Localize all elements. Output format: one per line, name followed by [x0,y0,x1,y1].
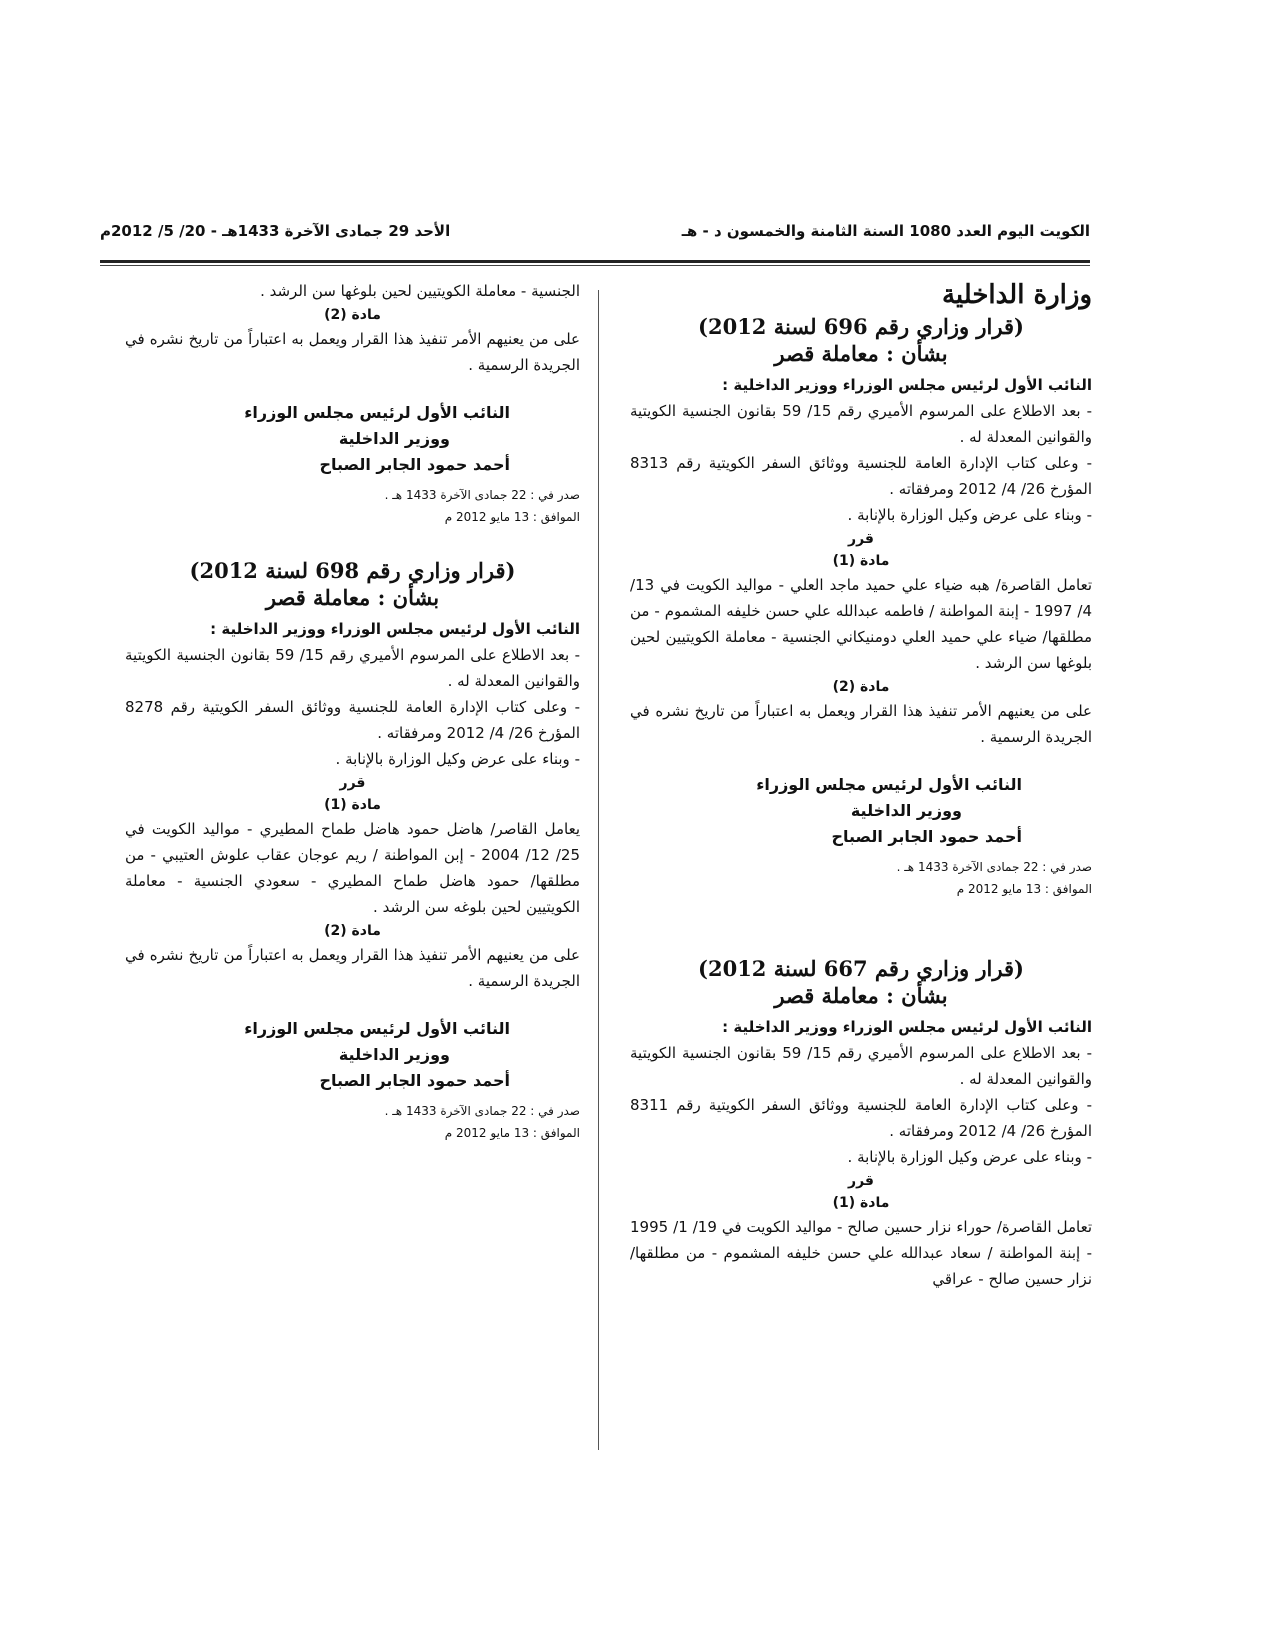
article-1-text: يعامل القاصر/ هاضل حمود هاضل طماح المطيري - مواليد الكويت في 25/ 12/ 2004 - إبن المواطنة / ريم عوجان عقاب علوش العتيبي - من مطلقها/ حمود هاضل طماح المطيري - سعودي الجنسية - معاملة الكويتيين لحين بلوغه سن الرشد . [125,820,581,916]
decree-696 [630,314,1092,900]
article-2-heading: مادة (2) [324,923,381,939]
decided-heading: قرر [848,1173,874,1189]
continued-text: الجنسية - معاملة الكويتيين لحين بلوغها سن الرشد . [260,282,580,300]
decree-667 [630,956,1092,1292]
decree-title: (قرار وزاري رقم 696 لسنة 2012) [698,314,1024,339]
signature-ministry: ووزير الداخلية [338,1045,450,1064]
page-header [100,222,1090,248]
article-1-text: تعامل القاصرة/ حوراء نزار حسين صالح - مواليد الكويت في 19/ 1/ 1995 - إبنة المواطنة / سعاد عبدالله علي حسن خليفه المشموم - من مطلقها/ نزار حسين صالح - عراقي [630,1218,1092,1288]
decided-heading: قرر [848,531,874,547]
decree-698 [125,558,580,1144]
signature-name: أحمد حمود الجابر الصباح [831,827,1022,846]
decree-preamble: النائب الأول لرئيس مجلس الوزراء ووزير الداخلية : [722,376,1092,394]
signature-block [125,1016,510,1094]
decree-667-continued [125,278,580,528]
recital-letter: - وعلى كتاب الإدارة العامة للجنسية ووثائق السفر الكويتية رقم 8313 المؤرخ 26/ 4/ 2012 ومرفقاته . [630,454,1092,498]
left-column [125,278,580,1144]
decided-heading: قرر [339,775,366,791]
signature-ministry: ووزير الداخلية [338,429,450,448]
column-divider [598,290,599,1450]
article-1-heading: مادة (1) [832,1195,890,1211]
decree-subject: بشأن : معاملة قصر [265,585,440,610]
recital-decree-law: - بعد الاطلاع على المرسوم الأميري رقم 15/ 59 بقانون الجنسية الكويتية والقوانين المعدلة له . [125,646,580,690]
decree-title: (قرار وزاري رقم 667 لسنة 2012) [698,956,1024,981]
decree-preamble: النائب الأول لرئيس مجلس الوزراء ووزير الداخلية : [722,1018,1092,1036]
signature-title: النائب الأول لرئيس مجلس الوزراء [244,1019,510,1038]
header-date: الأحد 29 جمادى الآخرة 1433هـ - 20/ 5/ 2012م [100,222,451,240]
article-2-text: على من يعنيهم الأمر تنفيذ هذا القرار ويعمل به اعتباراً من تاريخ نشره في الجريدة الرسمية . [125,946,580,990]
recital-decree-law: - بعد الاطلاع على المرسوم الأميري رقم 15/ 59 بقانون الجنسية الكويتية والقوانين المعدلة له . [630,1044,1093,1088]
issued-date: صدر في : 22 جمادى الآخرة 1433 هـ . [384,1104,580,1118]
recital-undersecretary: - وبناء على عرض وكيل الوزارة بالإنابة . [847,506,1092,524]
decree-subject: بشأن : معاملة قصر [774,983,948,1008]
recital-letter: - وعلى كتاب الإدارة العامة للجنسية ووثائق السفر الكويتية رقم 8278 المؤرخ 26/ 4/ 2012 ومرفقاته . [125,698,580,742]
decree-title: (قرار وزاري رقم 698 لسنة 2012) [189,558,516,583]
header-rule-thick [100,260,1090,263]
signature-name: أحمد حمود الجابر الصباح [319,455,510,474]
header-rule-thin [100,265,1090,266]
recital-decree-law: - بعد الاطلاع على المرسوم الأميري رقم 15/ 59 بقانون الجنسية الكويتية والقوانين المعدلة له . [630,402,1093,446]
corresponding-date: الموافق : 13 مايو 2012 م [444,1126,580,1140]
article-1-heading: مادة (1) [324,797,381,813]
decree-preamble: النائب الأول لرئيس مجلس الوزراء ووزير الداخلية : [210,620,580,638]
article-1-text: تعامل القاصرة/ هبه ضياء علي حميد ماجد العلي - مواليد الكويت في 13/ 4/ 1997 - إبنة المواطنة / فاطمه عبدالله علي حسن خليفه المشموم - من مطلقها/ ضياء علي حميد العلي دومنيكاني الجنسية - معاملة الكويتيين لحين بلوغها سن الرشد . [630,576,1092,672]
signature-title: النائب الأول لرئيس مجلس الوزراء [244,403,510,422]
issued-date: صدر في : 22 جمادى الآخرة 1433 هـ . [384,488,580,502]
corresponding-date: الموافق : 13 مايو 2012 م [956,882,1092,896]
recital-letter: - وعلى كتاب الإدارة العامة للجنسية ووثائق السفر الكويتية رقم 8311 المؤرخ 26/ 4/ 2012 ومرفقاته . [630,1096,1092,1140]
signature-name: أحمد حمود الجابر الصباح [319,1071,510,1090]
signature-block [630,772,1022,850]
right-column [630,278,1092,1292]
article-2-text: على من يعنيهم الأمر تنفيذ هذا القرار ويعمل به اعتباراً من تاريخ نشره في الجريدة الرسمية . [630,702,1092,746]
article-2-text: على من يعنيهم الأمر تنفيذ هذا القرار ويعمل به اعتباراً من تاريخ نشره في الجريدة الرسمية . [125,330,580,374]
signature-title: النائب الأول لرئيس مجلس الوزراء [756,775,1022,794]
article-2-heading: مادة (2) [832,679,890,695]
issued-date: صدر في : 22 جمادى الآخرة 1433 هـ . [896,860,1092,874]
corresponding-date: الموافق : 13 مايو 2012 م [444,510,580,524]
article-2-heading: مادة (2) [324,307,381,323]
ministry-heading: وزارة الداخلية [941,280,1092,310]
decree-subject: بشأن : معاملة قصر [774,341,948,366]
signature-ministry: ووزير الداخلية [850,801,962,820]
header-issue-info: الكويت اليوم العدد 1080 السنة الثامنة والخمسون د - هـ [681,222,1090,240]
recital-undersecretary: - وبناء على عرض وكيل الوزارة بالإنابة . [847,1148,1092,1166]
article-1-heading: مادة (1) [832,553,890,569]
recital-undersecretary: - وبناء على عرض وكيل الوزارة بالإنابة . [335,750,580,768]
signature-block [125,400,510,478]
